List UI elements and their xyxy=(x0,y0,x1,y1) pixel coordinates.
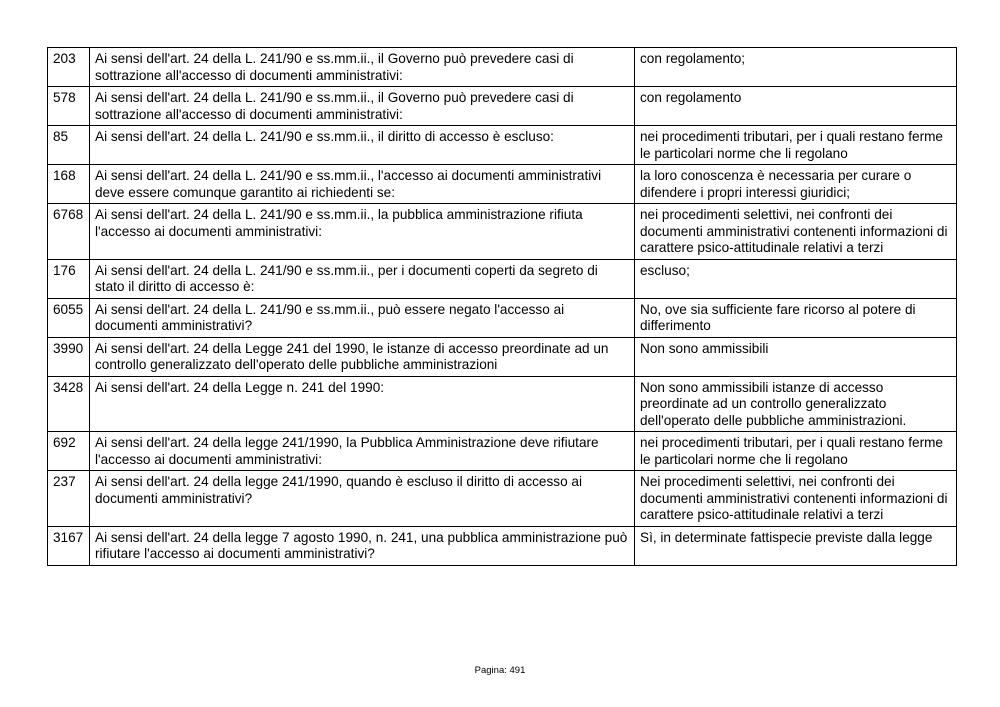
question-id-cell: 176 xyxy=(48,259,90,298)
question-id-cell: 237 xyxy=(48,471,90,527)
question-id-cell: 6055 xyxy=(48,298,90,337)
table-row xyxy=(48,337,957,376)
question-id-cell: 85 xyxy=(48,126,90,165)
table-row xyxy=(48,471,957,527)
question-cell: Ai sensi dell'art. 24 della L. 241/90 e ss.mm.ii., l'accesso ai documenti amministrativi deve essere comunque garantito ai richiedenti se: xyxy=(90,165,635,204)
table-row xyxy=(48,298,957,337)
answer-cell: Nei procedimenti selettivi, nei confronti dei documenti amministrativi contenenti informazioni di carattere psico-attitudinale relativi a terzi xyxy=(635,471,957,527)
table-row xyxy=(48,87,957,126)
question-cell: Ai sensi dell'art. 24 della L. 241/90 e ss.mm.ii., il Governo può prevedere casi di sottrazione all'accesso di documenti amministrativi: xyxy=(90,48,635,87)
question-cell: Ai sensi dell'art. 24 della L. 241/90 e ss.mm.ii., per i documenti coperti da segreto di stato il diritto di accesso è: xyxy=(90,259,635,298)
question-id-cell: 3990 xyxy=(48,337,90,376)
answer-cell: nei procedimenti tributari, per i quali restano ferme le particolari norme che li regolano xyxy=(635,126,957,165)
answer-cell: nei procedimenti selettivi, nei confronti dei documenti amministrativi contenenti informazioni di carattere psico-attitudinale relativi a terzi xyxy=(635,204,957,260)
table-row xyxy=(48,376,957,432)
table-row xyxy=(48,126,957,165)
answer-cell: Non sono ammissibili xyxy=(635,337,957,376)
answer-cell: con regolamento xyxy=(635,87,957,126)
answer-cell: Non sono ammissibili istanze di accesso preordinate ad un controllo generalizzato dell'operato delle pubbliche amministrazioni. xyxy=(635,376,957,432)
question-cell: Ai sensi dell'art. 24 della Legge n. 241 del 1990: xyxy=(90,376,635,432)
question-id-cell: 6768 xyxy=(48,204,90,260)
table-row xyxy=(48,204,957,260)
question-id-cell: 3428 xyxy=(48,376,90,432)
question-cell: Ai sensi dell'art. 24 della L. 241/90 e ss.mm.ii., la pubblica amministrazione rifiuta l'accesso ai documenti amministrativi: xyxy=(90,204,635,260)
table-row xyxy=(48,259,957,298)
question-id-cell: 3167 xyxy=(48,526,90,565)
answer-cell: nei procedimenti tributari, per i quali restano ferme le particolari norme che li regolano xyxy=(635,432,957,471)
table-row xyxy=(48,48,957,87)
page-number-footer: Pagina: 491 xyxy=(474,665,526,676)
question-cell: Ai sensi dell'art. 24 della L. 241/90 e ss.mm.ii., il diritto di accesso è escluso: xyxy=(90,126,635,165)
quiz-table-body xyxy=(48,48,957,566)
quiz-table xyxy=(47,47,957,566)
question-cell: Ai sensi dell'art. 24 della Legge 241 del 1990, le istanze di accesso preordinate ad un controllo generalizzato dell'operato delle pubbliche amministrazioni xyxy=(90,337,635,376)
table-row xyxy=(48,165,957,204)
question-id-cell: 578 xyxy=(48,87,90,126)
question-id-cell: 203 xyxy=(48,48,90,87)
question-cell: Ai sensi dell'art. 24 della legge 7 agosto 1990, n. 241, una pubblica amministrazione può rifiutare l'accesso ai documenti amministrativi? xyxy=(90,526,635,565)
question-cell: Ai sensi dell'art. 24 della L. 241/90 e ss.mm.ii., può essere negato l'accesso ai documenti amministrativi? xyxy=(90,298,635,337)
answer-cell: No, ove sia sufficiente fare ricorso al potere di differimento xyxy=(635,298,957,337)
question-id-cell: 692 xyxy=(48,432,90,471)
answer-cell: con regolamento; xyxy=(635,48,957,87)
question-cell: Ai sensi dell'art. 24 della legge 241/1990, la Pubblica Amministrazione deve rifiutare l'accesso ai documenti amministrativi: xyxy=(90,432,635,471)
table-row xyxy=(48,526,957,565)
question-cell: Ai sensi dell'art. 24 della legge 241/1990, quando è escluso il diritto di accesso ai documenti amministrativi? xyxy=(90,471,635,527)
answer-cell: la loro conoscenza è necessaria per curare o difendere i propri interessi giuridici; xyxy=(635,165,957,204)
answer-cell: escluso; xyxy=(635,259,957,298)
question-id-cell: 168 xyxy=(48,165,90,204)
table-row xyxy=(48,432,957,471)
question-cell: Ai sensi dell'art. 24 della L. 241/90 e ss.mm.ii., il Governo può prevedere casi di sottrazione all'accesso di documenti amministrativi: xyxy=(90,87,635,126)
answer-cell: Sì, in determinate fattispecie previste dalla legge xyxy=(635,526,957,565)
